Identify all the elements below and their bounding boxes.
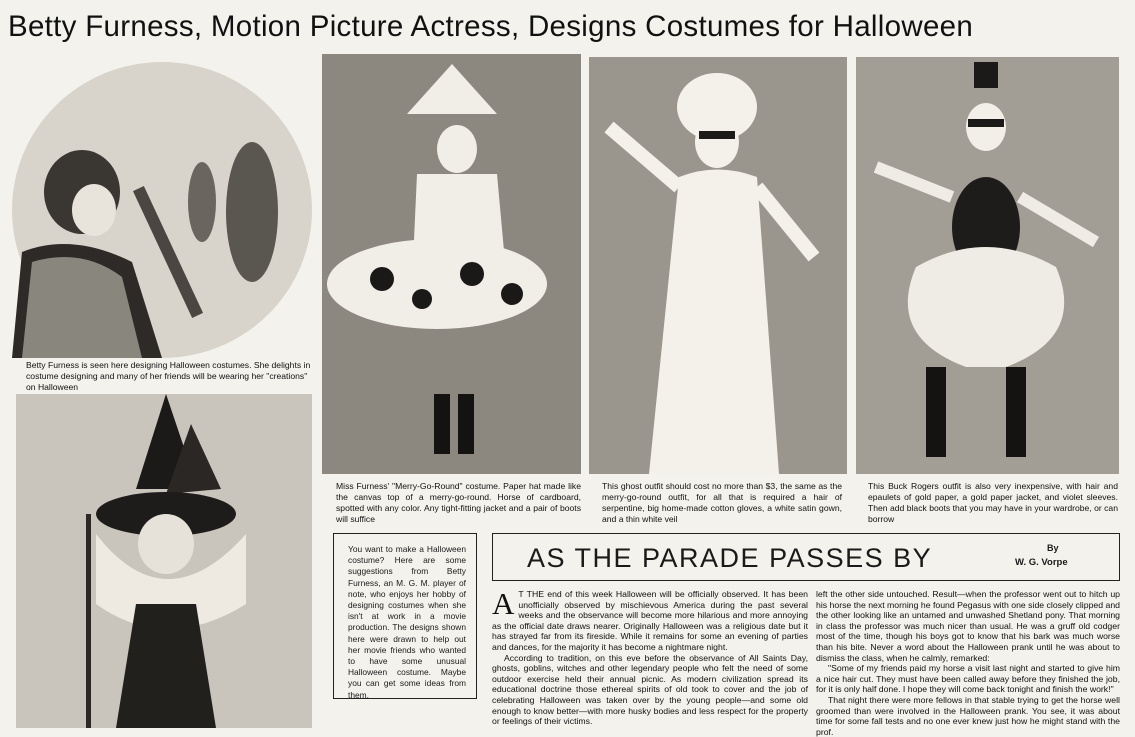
caption-ghost: This ghost outfit should cost no more than $3, the same as the merry-go-round outfit, for all that is required a hair of serpentine, big home-made cotton gloves, a white satin gown, and a thin white veil [602,481,842,524]
caption-buck-rogers: This Buck Rogers outfit is also very inexpensive, with hair and epaulets of gold paper, a gold paper jacket, and violet sleeves. Then add black boots that you may have in your wardrobe, or can borrow [868,481,1118,524]
article-paragraph: That night there were more fellows in that stable trying to get the horse well groomed than were involved in the Halloween prank. You see, it was about time for some fall tests and no one ever knew just how he might stand with the prof. [816,694,1120,737]
article-paragraph: "Some of my friends paid my horse a visit last night and started to give him a nice hair cut. They must have been called away before they finished the job, for it is only half done. I hope they will come back tonight and finish the work!" [816,663,1120,695]
caption-merry-go-round: Miss Furness' "Merry-Go-Round" costume. Paper hat made like the canvas top of a merry-go-round. Horse of cardboard, spotted with any color. Any tight-fitting jacket and a pair of boots will suffice [336,481,581,524]
article-column-2 [816,589,1120,737]
drawing-merry-go-round-costume [322,54,581,474]
article-column-1 [492,586,808,729]
drawing-ghost-costume [589,57,847,474]
article-paragraph: left the other side untouched. Result—when the professor went out to hitch up his horse the next morning he found Pegasus with one side closely clipped and the other looking like an untamed and unwashed Shetland pony. That morning in class the professor was much nicer than usual. He was a gruff old codger most of the time, though his boys got to know that his bark was much worse than his bite. Never a word about the Halloween prank until he was about to dismiss the class, when he calmly, remarked: [816,589,1120,663]
sidebar-box [333,533,477,699]
article-paragraph: According to tradition, on this eve before the observance of All Saints Day, ghosts, goblins, witches and other legendary people who felt the need of some outdoor exercise held their annual picnic. As modern civilization spread its educational doctrine those ethereal spirits of old took to cover and the job of celebrating Halloween was taken over by the young people—and some old enough to know better—with more husky bodies and less respect for the property or feelings of their victims. [492,652,808,727]
drawing-buck-rogers-costume [856,57,1119,474]
drop-cap: A [492,586,515,621]
article-paragraph: A T THE end of this week Halloween will be officially observed. It has been unofficially observed by mischievous America during the past several weeks and the observance will become more hilarious and more annoying as the official date draws nearer. Originally Halloween was a religious date but it has strayed far from its fireside. While it remains for some an evening of parties and dances, for the majority it has become a nightmare night. [492,586,808,652]
caption-betty-designing: Betty Furness is seen here designing Halloween costumes. She delights in costume designing and many of her friends will be wearing her "creations" on Halloween [26,360,311,392]
page-headline: Betty Furness, Motion Picture Actress, Designs Costumes for Halloween [8,10,974,43]
photo-witch-costume [16,394,312,728]
photo-betty-designing [12,62,312,358]
byline-by: By [1047,543,1059,553]
article-title: AS THE PARADE PASSES BY [527,543,933,573]
article-title-box [492,533,1120,581]
sidebar-text: You want to make a Halloween costume? Here are some suggestions from Betty Furness, an M. G. M. player of note, who enjoys her hobby of designing costumes when she isn't at work in a movie production. The designs shown here were drawn to help out her movie friends who wanted to have some unusual Halloween costume. Maybe you can get some ideas from them. [348,544,466,700]
byline-author: W. G. Vorpe [1015,557,1068,568]
